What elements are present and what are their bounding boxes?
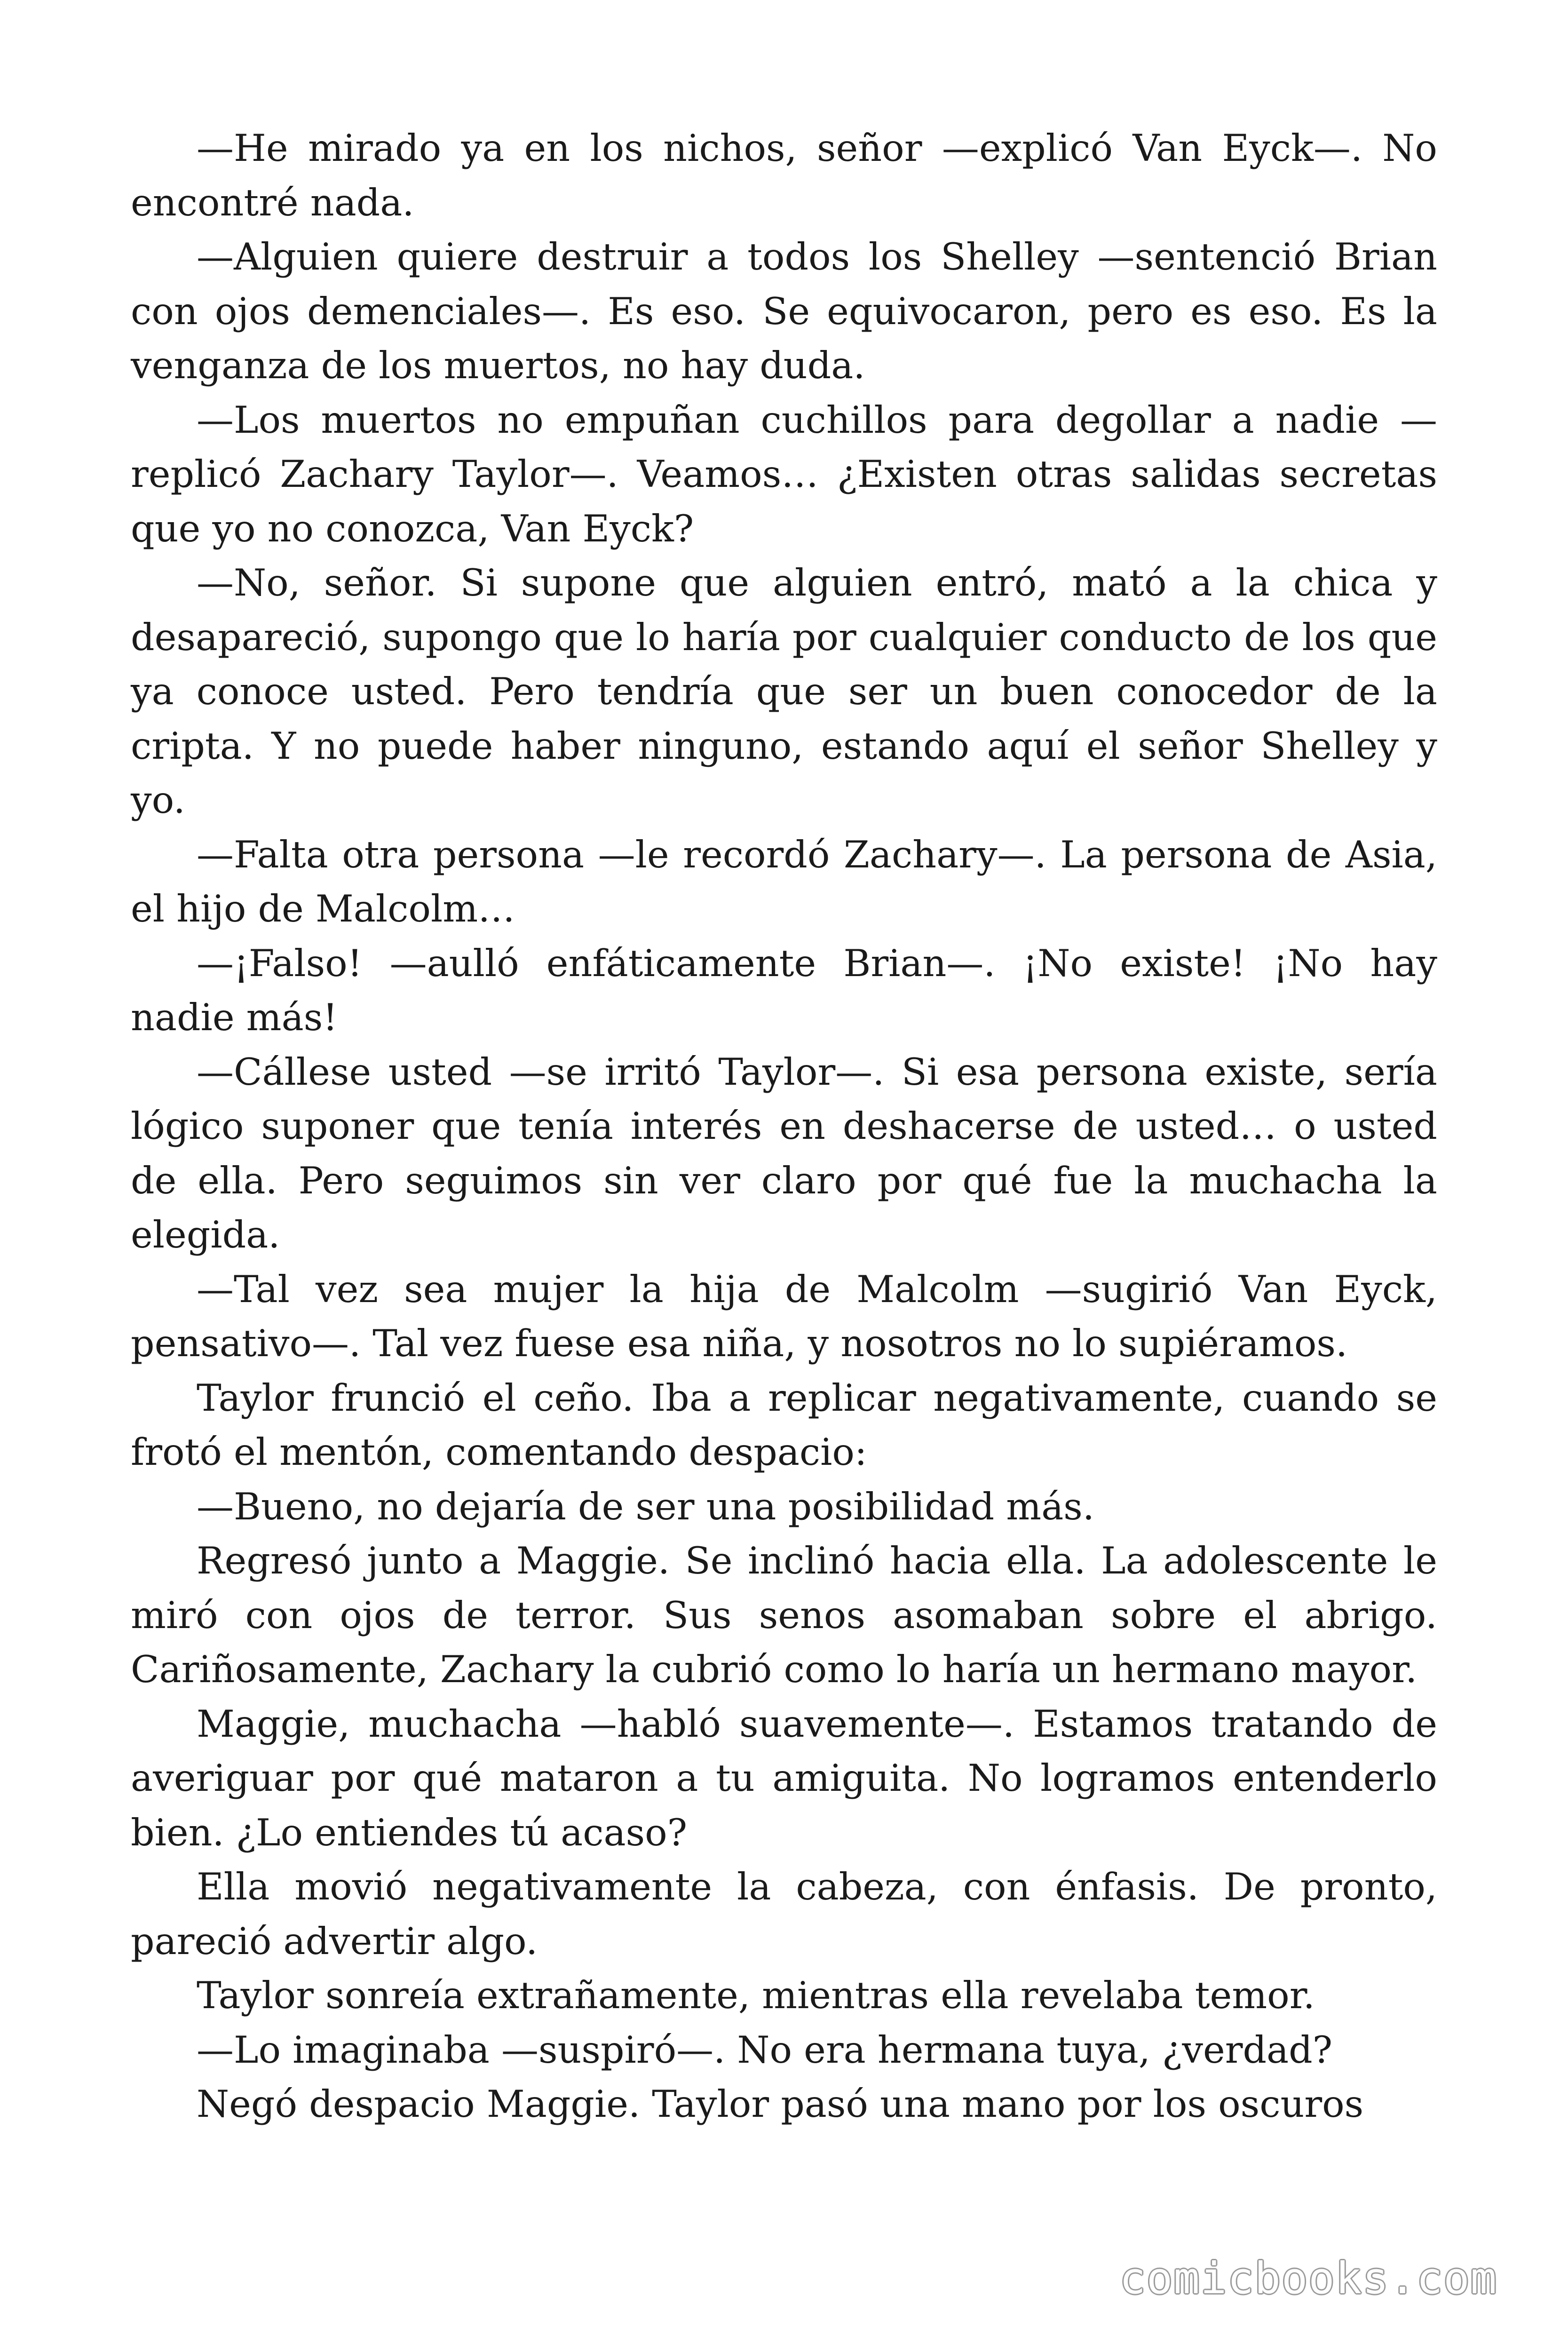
paragraph-12: Maggie, muchacha —habló suavemente—. Estamos tratando de averiguar por qué mataron a tu amiguita. No logramos entenderlo bien. ¿Lo entiendes tú acaso? (131, 1702, 1437, 1854)
paragraph-9: Taylor frunció el ceño. Iba a replicar negativamente, cuando se frotó el mentón, comentando despacio: (131, 1376, 1437, 1474)
paragraph-4: —No, señor. Si supone que alguien entró, mató a la chica y desapareció, supongo que lo haría por cualquier conducto de los que ya conoce usted. Pero tendría que ser un buen conocedor de la cripta. Y no puede haber ninguno, estando aquí el señor Shelley y yo. (131, 561, 1437, 822)
paragraph-16: Negó despacio Maggie. Taylor pasó una mano por los oscuros (197, 2082, 1364, 2126)
body-text (131, 121, 1437, 2132)
paragraph-1: —He mirado ya en los nichos, señor —explicó Van Eyck—. No encontré nada. (131, 127, 1437, 224)
paragraph-10: —Bueno, no dejaría de ser una posibilidad más. (197, 1485, 1094, 1528)
paragraph-8: —Tal vez sea mujer la hija de Malcolm —sugirió Van Eyck, pensativo—. Tal vez fuese esa niña, y nosotros no lo supiéramos. (131, 1267, 1437, 1365)
paragraph-13: Ella movió negativamente la cabeza, con énfasis. De pronto, pareció advertir algo. (131, 1865, 1437, 1963)
paragraph-6: —¡Falso! —aulló enfáticamente Brian—. ¡No existe! ¡No hay nadie más! (131, 941, 1437, 1039)
paragraph-3: —Los muertos no empuñan cuchillos para degollar a nadie —replicó Zachary Taylor—. Veamos… ¿Existen otras salidas secretas que yo no conozca, Van Eyck? (131, 398, 1437, 550)
watermark: comicbooks.com (1119, 2253, 1497, 2304)
paragraph-15: —Lo imaginaba —suspiró—. No era hermana tuya, ¿verdad? (197, 2028, 1333, 2072)
paragraph-14: Taylor sonreía extrañamente, mientras ella revelaba temor. (197, 1974, 1315, 2017)
paragraph-2: —Alguien quiere destruir a todos los Shelley —sentenció Brian con ojos demenciales—. Es eso. Se equivocaron, pero es eso. Es la venganza de los muertos, no hay duda. (131, 235, 1437, 387)
paragraph-11: Regresó junto a Maggie. Se inclinó hacia ella. La adolescente le miró con ojos de terror. Sus senos asomaban sobre el abrigo. Cariñosamente, Zachary la cubrió como lo haría un hermano mayor. (131, 1539, 1437, 1691)
paragraph-5: —Falta otra persona —le recordó Zachary—. La persona de Asia, el hijo de Malcolm… (131, 833, 1437, 930)
paragraph-7: —Cállese usted —se irritó Taylor—. Si esa persona existe, sería lógico suponer que tenía interés en deshacerse de usted… o usted de ella. Pero seguimos sin ver claro por qué fue la muchacha la elegida. (131, 1050, 1437, 1256)
